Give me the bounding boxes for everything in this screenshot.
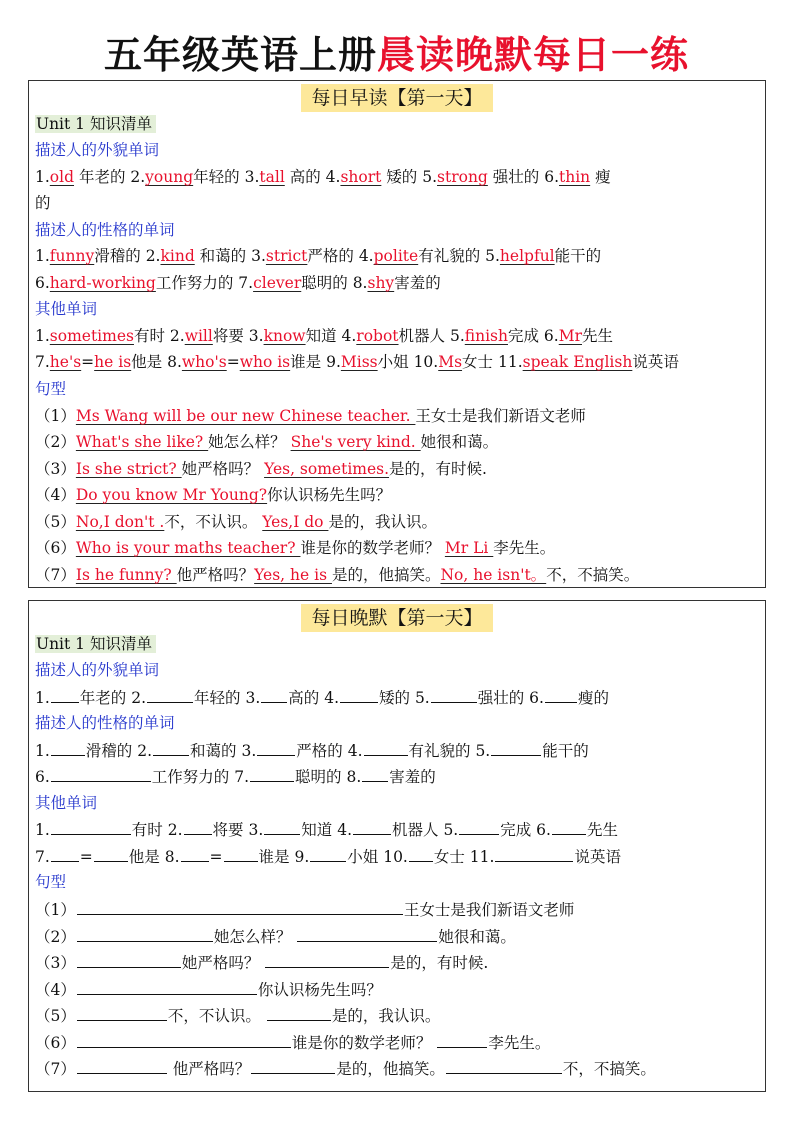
sentence-text: 不，不认识。 xyxy=(164,513,263,531)
sentence-text: 李先生。 xyxy=(488,1034,551,1052)
evening-header-label: 每日晚默【第一天】 xyxy=(301,604,492,632)
meaning-text: 工作努力的 xyxy=(151,768,235,786)
meaning-text: 强壮的 xyxy=(487,168,545,186)
sentence-answer: Do you know Mr Young? xyxy=(75,486,268,504)
answer-blank xyxy=(147,686,193,703)
sentence-text: （2） xyxy=(35,433,76,451)
evening-personality-line-1 xyxy=(35,739,589,762)
answer-blank xyxy=(184,818,212,835)
meaning-text: 强壮的 xyxy=(477,689,530,707)
answer-word: thin xyxy=(559,168,591,186)
sentence-blank xyxy=(77,978,257,995)
item-number: 1. xyxy=(35,247,50,265)
sentence-text: 她很和蔼。 xyxy=(420,433,499,451)
answer-word: helpful xyxy=(499,247,555,265)
meaning-text: 能干的 xyxy=(542,742,589,760)
meaning-text: 矮的 xyxy=(381,168,423,186)
item-number: 8. xyxy=(346,768,362,786)
morning-personality-line-1 xyxy=(35,245,601,267)
sentence-answer: What's she like? xyxy=(75,433,209,451)
answer-word: sometimes xyxy=(49,327,134,345)
item-number: 2. xyxy=(137,742,153,760)
meaning-text: 瘦 xyxy=(590,168,611,186)
meaning-text: 女士 xyxy=(433,848,470,866)
sentence-answer: No, he isn't。 xyxy=(440,566,547,584)
item-number: 6. xyxy=(543,327,559,345)
meaning-text: = xyxy=(79,848,93,866)
meaning-text: 聪明的 xyxy=(295,768,347,786)
sentence-text: 她怎么样？ xyxy=(208,433,291,451)
meaning-text: 先生 xyxy=(586,821,618,839)
answer-word: young xyxy=(145,168,194,186)
answer-blank xyxy=(491,739,541,756)
sentence-answer: Ms Wang will be our new Chinese teacher. xyxy=(75,407,416,425)
sentence-text: 是的，他搞笑。 xyxy=(336,1060,445,1078)
item-number: 4. xyxy=(341,327,357,345)
meaning-text: 机器人 xyxy=(392,821,444,839)
answer-word: funny xyxy=(49,247,95,265)
sentence-text: 王女士是我们新语文老师 xyxy=(403,901,575,919)
answer-blank xyxy=(224,845,258,862)
answer-word: clever xyxy=(253,274,302,292)
sentence-blank xyxy=(77,898,403,915)
item-number: 1. xyxy=(35,327,50,345)
item-number: 3. xyxy=(245,689,261,707)
answer-word: hard-working xyxy=(49,274,156,292)
sentence-text: （7） xyxy=(35,1060,76,1078)
answer-blank xyxy=(261,686,287,703)
morning-sentence-5 xyxy=(35,511,437,533)
title-black: 五年级英语上册 xyxy=(103,33,377,77)
answer-word: Ms xyxy=(438,353,463,371)
meaning-text: 知道 xyxy=(305,327,342,345)
item-number: 2. xyxy=(131,689,147,707)
morning-section-appearance: 描述人的外貌单词 xyxy=(35,141,160,159)
item-number: 6. xyxy=(35,274,50,292)
sentence-answer: Mr Li xyxy=(444,539,494,557)
evening-section-appearance: 描述人的外貌单词 xyxy=(35,661,160,679)
title-red: 晨读晚默每日一练 xyxy=(377,33,690,77)
item-number: 6. xyxy=(544,168,560,186)
evening-section-other: 其他单词 xyxy=(35,794,98,812)
morning-unit-line xyxy=(35,113,156,135)
item-number: 4. xyxy=(324,689,339,707)
meaning-text: 说英语 xyxy=(574,848,621,866)
morning-section-other: 其他单词 xyxy=(35,300,98,318)
sentence-blank xyxy=(77,951,181,968)
meaning-text: 知道 xyxy=(301,821,338,839)
sentence-blank xyxy=(446,1057,562,1074)
sentence-text: 她很和蔼。 xyxy=(438,928,516,946)
meaning-text: 将要 xyxy=(212,821,249,839)
answer-word: tall xyxy=(259,168,285,186)
meaning-text: = xyxy=(209,848,223,866)
evening-appearance-line-1 xyxy=(35,686,609,709)
meaning-text: 高的 xyxy=(284,168,326,186)
evening-personality-line-2 xyxy=(35,765,436,788)
meaning-text: 有时 xyxy=(131,821,168,839)
meaning-text: 年老的 xyxy=(79,689,132,707)
sentence-text: 不，不认识。 xyxy=(167,1007,266,1025)
item-number: 5. xyxy=(443,821,459,839)
morning-appearance-line-1 xyxy=(35,166,611,188)
sentence-text: （6） xyxy=(35,1034,76,1052)
item-number: 1. xyxy=(35,168,50,186)
item-number: 11. xyxy=(469,848,495,866)
meaning-text: 滑稽的 xyxy=(94,247,146,265)
morning-other-line-1 xyxy=(35,325,613,347)
meaning-text: 机器人 xyxy=(398,327,450,345)
answer-word: he's xyxy=(49,353,82,371)
answer-word: robot xyxy=(356,327,399,345)
sentence-answer: No,I don't . xyxy=(75,513,165,531)
sentence-blank xyxy=(77,925,213,942)
meaning-text: = xyxy=(226,353,240,371)
morning-other-line-2 xyxy=(35,351,679,373)
sentence-text: （5） xyxy=(35,513,76,531)
answer-word: polite xyxy=(373,247,419,265)
sentence-text: （3） xyxy=(35,460,76,478)
meaning-text: 有时 xyxy=(133,327,170,345)
item-number: 8. xyxy=(352,274,368,292)
answer-blank xyxy=(459,818,499,835)
answer-blank xyxy=(545,686,577,703)
evening-dictation-box xyxy=(28,600,766,1092)
morning-sentence-2 xyxy=(35,431,498,453)
item-number: 3. xyxy=(241,742,257,760)
answer-blank xyxy=(250,765,294,782)
answer-blank xyxy=(409,845,433,862)
sentence-text: （7） xyxy=(35,566,76,584)
meaning-text: 完成 xyxy=(507,327,544,345)
item-number: 2. xyxy=(169,327,185,345)
item-number: 5. xyxy=(414,689,430,707)
sentence-text: 是的，我认识。 xyxy=(331,1007,441,1025)
sentence-text: 李先生。 xyxy=(493,539,556,557)
item-number: 1. xyxy=(35,742,50,760)
evening-sentence-1 xyxy=(35,898,574,921)
sentence-answer: Yes,I do xyxy=(262,513,329,531)
item-number: 6. xyxy=(529,689,544,707)
morning-personality-line-2 xyxy=(35,272,441,294)
item-number: 8. xyxy=(167,353,182,371)
item-number: 5. xyxy=(485,247,500,265)
meaning-text: 和蔼的 xyxy=(194,247,252,265)
sentence-text: 她怎么样？ xyxy=(213,928,297,946)
sentence-text: （1） xyxy=(35,407,76,425)
meaning-text: 严格的 xyxy=(296,742,348,760)
morning-section-sentences: 句型 xyxy=(35,380,67,398)
answer-blank xyxy=(51,739,85,756)
sentence-text: 谁是你的数学老师？ xyxy=(291,1034,437,1052)
meaning-text: 先生 xyxy=(582,327,614,345)
meaning-text: 谁是 xyxy=(290,353,327,371)
item-number: 7. xyxy=(234,768,250,786)
item-number: 11. xyxy=(497,353,523,371)
morning-sentence-3 xyxy=(35,458,487,480)
sentence-text: 她严格吗？ xyxy=(181,954,265,972)
meaning-text: 害羞的 xyxy=(389,768,436,786)
sentence-answer: Is she strict? xyxy=(75,460,182,478)
meaning-text: 他是 xyxy=(131,353,168,371)
answer-word: who's xyxy=(181,353,227,371)
sentence-blank xyxy=(437,1031,487,1048)
meaning-text: 聪明的 xyxy=(301,274,353,292)
answer-blank xyxy=(94,845,128,862)
item-number: 7. xyxy=(35,353,50,371)
evening-section-personality: 描述人的性格的单词 xyxy=(35,714,175,732)
item-number: 4. xyxy=(358,247,374,265)
evening-sentence-5 xyxy=(35,1004,440,1027)
answer-word: who is xyxy=(239,353,291,371)
sentence-text: （1） xyxy=(35,901,76,919)
sentence-answer: Yes, he is xyxy=(254,566,332,584)
item-number: 10. xyxy=(383,848,408,866)
sentence-text: 她严格吗？ xyxy=(181,460,265,478)
sentence-text: 他严格吗？ xyxy=(176,566,255,584)
answer-blank xyxy=(364,739,408,756)
meaning-text: 瘦的 xyxy=(577,689,609,707)
item-number: 2. xyxy=(167,821,183,839)
meaning-text: 小姐 xyxy=(347,848,384,866)
meaning-text: 害羞的 xyxy=(394,274,441,292)
answer-blank xyxy=(340,686,378,703)
meaning-text: 完成 xyxy=(500,821,537,839)
meaning-text: 他是 xyxy=(128,848,165,866)
answer-word: kind xyxy=(160,247,195,265)
sentence-text: 王女士是我们新语文老师 xyxy=(415,407,586,425)
evening-unit-line xyxy=(35,633,156,655)
meaning-text: = xyxy=(81,353,95,371)
sentence-blank xyxy=(297,925,437,942)
item-number: 6. xyxy=(35,768,50,786)
sentence-text: （3） xyxy=(35,954,76,972)
sentence-answer: Is he funny? xyxy=(75,566,177,584)
sentence-blank xyxy=(77,1004,167,1021)
sentence-blank xyxy=(77,1057,167,1074)
meaning-text: 工作努力的 xyxy=(155,274,239,292)
sentence-text: 是的，有时候. xyxy=(390,954,489,972)
morning-section-personality: 描述人的性格的单词 xyxy=(35,221,175,239)
sentence-text: 不，不搞笑。 xyxy=(546,566,640,584)
answer-word: strict xyxy=(265,247,308,265)
item-number: 1. xyxy=(35,821,50,839)
item-number: 3. xyxy=(248,327,264,345)
evening-sentence-7 xyxy=(35,1057,656,1080)
answer-blank xyxy=(51,686,79,703)
item-number: 5. xyxy=(449,327,465,345)
sentence-text: 是的，他搞笑。 xyxy=(331,566,441,584)
evening-other-line-1 xyxy=(35,818,618,841)
sentence-text: （4） xyxy=(35,486,76,504)
answer-word: finish xyxy=(464,327,508,345)
evening-sentence-3 xyxy=(35,951,488,974)
meaning-text: 有礼貌的 xyxy=(418,247,486,265)
evening-other-line-2 xyxy=(35,845,621,868)
morning-sentence-4 xyxy=(35,484,391,506)
answer-blank xyxy=(51,765,151,782)
morning-appearance-line-2: 的 xyxy=(35,194,51,212)
answer-blank xyxy=(51,845,79,862)
meaning-text: 和蔼的 xyxy=(190,742,242,760)
sentence-text: （5） xyxy=(35,1007,76,1025)
item-number: 7. xyxy=(238,274,254,292)
morning-sentence-1 xyxy=(35,405,586,427)
item-number: 4. xyxy=(337,821,352,839)
item-number: 7. xyxy=(35,848,50,866)
item-number: 8. xyxy=(164,848,180,866)
evening-section-sentences: 句型 xyxy=(35,873,67,891)
answer-word: will xyxy=(184,327,213,345)
answer-word: Miss xyxy=(340,353,378,371)
item-number: 9. xyxy=(326,353,341,371)
answer-blank xyxy=(310,845,346,862)
evening-header xyxy=(29,601,765,636)
sentence-text: 你认识杨先生吗？ xyxy=(267,486,392,504)
item-number: 1. xyxy=(35,689,50,707)
item-number: 5. xyxy=(475,742,491,760)
sentence-text: （4） xyxy=(35,981,76,999)
sentence-blank xyxy=(267,1004,331,1021)
answer-word: shy xyxy=(367,274,395,292)
morning-unit-label: Unit 1 知识清单 xyxy=(35,115,156,133)
answer-blank xyxy=(257,739,295,756)
sentence-text: （6） xyxy=(35,539,76,557)
morning-reading-box xyxy=(28,80,766,588)
sentence-blank xyxy=(77,1031,291,1048)
item-number: 10. xyxy=(413,353,439,371)
item-number: 4. xyxy=(325,168,341,186)
meaning-text: 严格的 xyxy=(307,247,359,265)
answer-word: short xyxy=(340,168,382,186)
item-number: 6. xyxy=(536,821,551,839)
item-number: 4. xyxy=(347,742,363,760)
answer-word: Mr xyxy=(558,327,582,345)
morning-header-label: 每日早读【第一天】 xyxy=(301,84,492,112)
sentence-answer: Who is your maths teacher? xyxy=(75,539,301,557)
evening-unit-label: Unit 1 知识清单 xyxy=(35,635,156,653)
sentence-blank xyxy=(265,951,389,968)
meaning-text: 说英语 xyxy=(632,353,679,371)
morning-header xyxy=(29,81,765,116)
sentence-text: 不，不搞笑。 xyxy=(562,1060,656,1078)
meaning-text: 谁是 xyxy=(258,848,295,866)
page-title xyxy=(0,30,793,80)
item-number: 2. xyxy=(130,168,146,186)
item-number: 3. xyxy=(251,247,266,265)
answer-blank xyxy=(362,765,388,782)
item-number: 2. xyxy=(145,247,161,265)
sentence-text: （2） xyxy=(35,928,76,946)
sentence-answer: Yes, sometimes. xyxy=(264,460,390,478)
item-number: 3. xyxy=(244,168,260,186)
morning-sentence-6 xyxy=(35,537,555,559)
evening-sentence-2 xyxy=(35,925,516,948)
answer-blank xyxy=(51,818,131,835)
meaning-text: 年轻的 xyxy=(194,689,246,707)
sentence-blank xyxy=(251,1057,335,1074)
answer-word: strong xyxy=(437,168,488,186)
meaning-text: 矮的 xyxy=(379,689,415,707)
evening-sentence-4 xyxy=(35,978,382,1001)
answer-word: speak English xyxy=(522,353,633,371)
answer-blank xyxy=(153,739,189,756)
sentence-text: 是的，有时候. xyxy=(389,460,487,478)
answer-blank xyxy=(353,818,391,835)
answer-blank xyxy=(431,686,477,703)
morning-sentence-7 xyxy=(35,564,639,586)
meaning-text: 滑稽的 xyxy=(85,742,138,760)
item-number: 9. xyxy=(294,848,310,866)
sentence-text: 你认识杨先生吗？ xyxy=(257,981,382,999)
answer-blank xyxy=(181,845,209,862)
answer-blank xyxy=(264,818,300,835)
answer-word: know xyxy=(263,327,306,345)
answer-word: he is xyxy=(94,353,132,371)
item-number: 5. xyxy=(422,168,438,186)
answer-word: old xyxy=(49,168,75,186)
answer-blank xyxy=(495,845,573,862)
meaning-text: 高的 xyxy=(288,689,325,707)
meaning-text: 能干的 xyxy=(554,247,602,265)
meaning-text: 年老的 xyxy=(74,168,131,186)
sentence-answer: She's very kind. xyxy=(290,433,421,451)
item-number: 3. xyxy=(248,821,264,839)
sentence-text: 他严格吗？ xyxy=(167,1060,251,1078)
meaning-text: 年轻的 xyxy=(193,168,245,186)
meaning-text: 将要 xyxy=(212,327,249,345)
evening-sentence-6 xyxy=(35,1031,550,1054)
sentence-text: 是的，我认识。 xyxy=(328,513,437,531)
meaning-text: 小姐 xyxy=(377,353,414,371)
sentence-text: 谁是你的数学老师？ xyxy=(300,539,445,557)
meaning-text: 女士 xyxy=(462,353,498,371)
meaning-text: 有礼貌的 xyxy=(408,742,476,760)
answer-blank xyxy=(552,818,586,835)
